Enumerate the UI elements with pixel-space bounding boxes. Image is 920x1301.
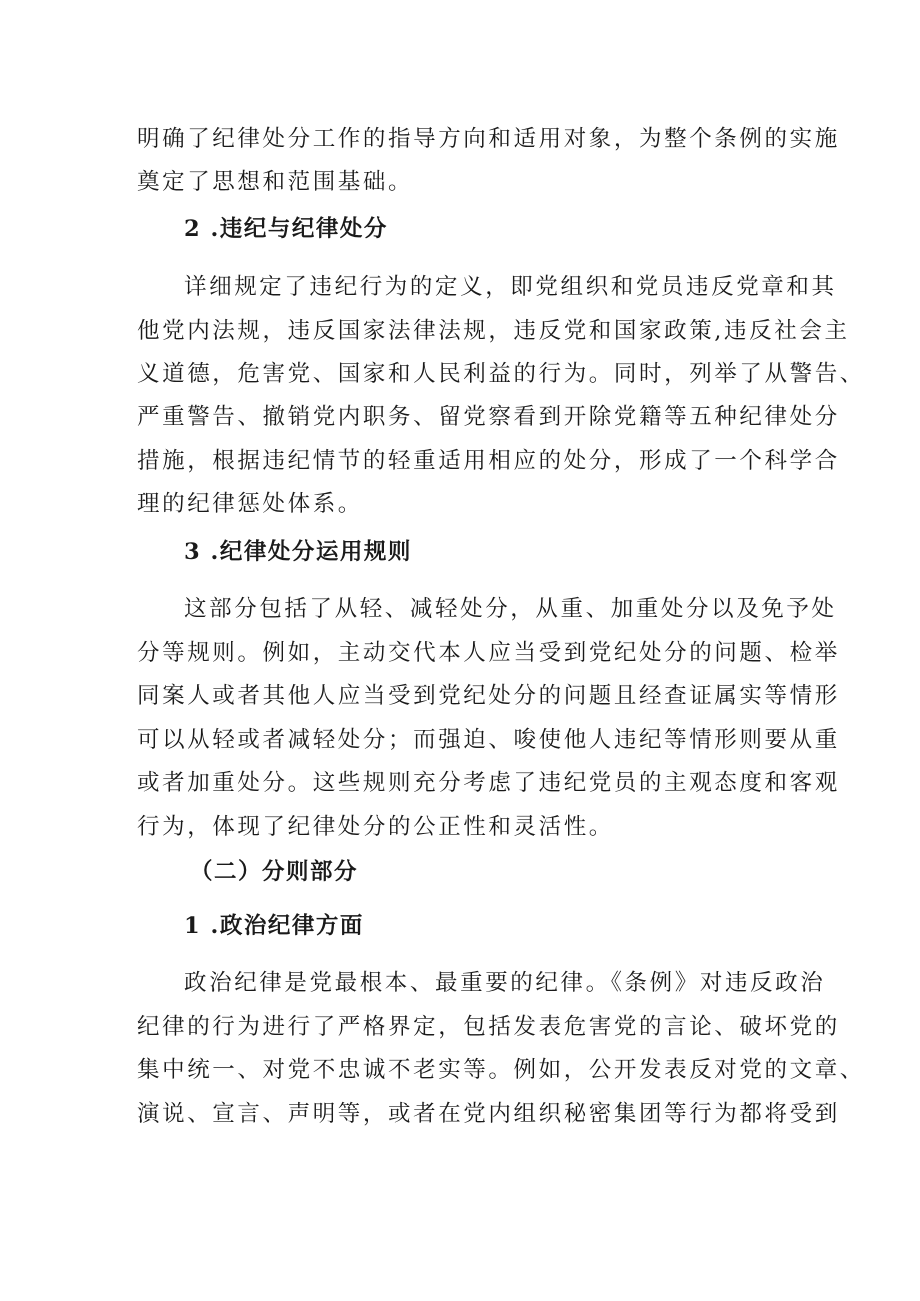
section-2-line-1: 详细规定了违纪行为的定义，即党组织和党员违反党章和其 (184, 274, 837, 300)
section-3-line-2: 分等规则。例如，主动交代本人应当受到党纪处分的问题、检举 (137, 640, 840, 666)
section-1-line-2: 纪律的行为进行了严格界定，包括发表危害党的言论、破坏党的 (137, 1014, 840, 1040)
section-2-line-3: 义道德，危害党、国家和人民利益的行为。同时，列举了从警告、 (137, 361, 865, 387)
intro-line-2: 奠定了思想和范围基础。 (137, 169, 414, 195)
section-2-line-4: 严重警告、撤销党内职务、留党察看到开除党籍等五种纪律处分 (137, 404, 840, 430)
section-2-line-5: 措施，根据违纪情节的轻重适用相应的处分，形成了一个科学合 (137, 448, 840, 474)
section-1-heading: 1 .政治纪律方面 (184, 913, 364, 939)
section-3-line-6: 行为，体现了纪律处分的公正性和灵活性。 (137, 814, 614, 840)
section-3-line-3: 同案人或者其他人应当受到党纪处分的问题且经查证属实等情形 (137, 683, 840, 709)
part-2-heading: （二）分则部分 (190, 859, 359, 885)
section-2-line-6: 理的纪律惩处体系。 (137, 491, 363, 517)
section-1-line-3: 集中统一、对党不忠诚不老实等。例如，公开发表反对党的文章、 (137, 1057, 865, 1083)
section-2-line-2: 他党内法规，违反国家法律法规，违反党和国家政策,违反社会主 (137, 318, 850, 344)
section-3-heading: 3 .纪律处分运用规则 (184, 539, 412, 565)
section-3-line-5: 或者加重处分。这些规则充分考虑了违纪党员的主观态度和客观 (137, 770, 840, 796)
section-3-line-1: 这部分包括了从轻、减轻处分，从重、加重处分以及免予处 (184, 596, 837, 622)
section-1-line-4: 演说、宣言、声明等，或者在党内组织秘密集团等行为都将受到 (137, 1101, 840, 1127)
section-2-heading: 2 .违纪与纪律处分 (184, 216, 388, 242)
intro-line-1: 明确了纪律处分工作的指导方向和适用对象，为整个条例的实施 (137, 126, 840, 152)
section-3-line-4: 可以从轻或者减轻处分；而强迫、唆使他人违纪等情形则要从重 (137, 727, 840, 753)
section-1-line-1: 政治纪律是党最根本、最重要的纪律。《条例》对违反政治 (184, 970, 826, 996)
